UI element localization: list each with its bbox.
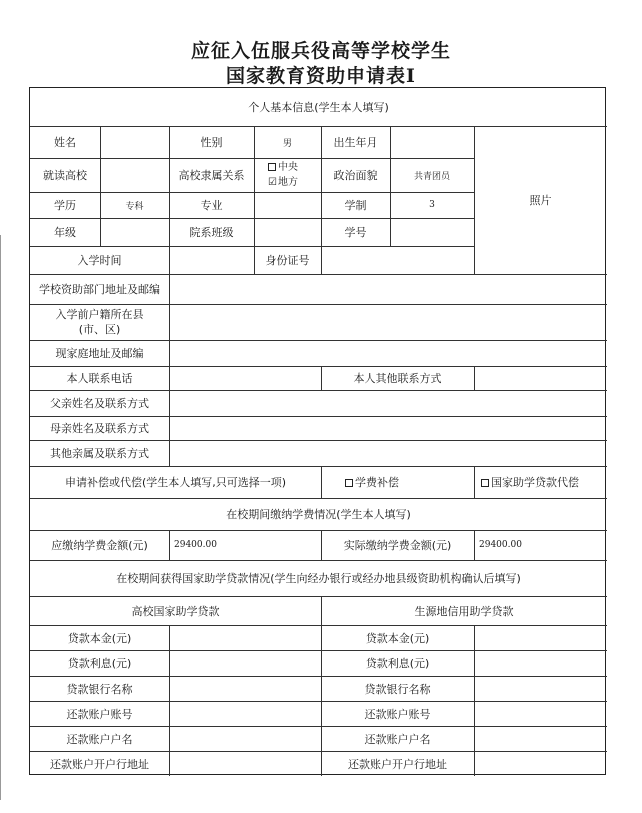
other-contact-field[interactable] xyxy=(474,366,607,390)
label-department-class: 院系班级 xyxy=(189,226,234,239)
label-repay-bank-address-origin: 还款账户开户行地址 xyxy=(348,757,447,771)
enroll-time-field[interactable] xyxy=(169,246,254,274)
label-political: 政治面貌 xyxy=(333,169,378,182)
option-loan-repayment[interactable]: 国家助学贷款代偿 xyxy=(474,466,607,498)
label-interest-origin: 贷款利息(元) xyxy=(365,657,430,670)
political-value[interactable]: 共青团员 xyxy=(413,171,450,182)
rule xyxy=(474,625,475,776)
affiliation-options xyxy=(268,160,321,192)
label-father: 父亲姓名及联系方式 xyxy=(50,397,149,410)
label-principal-origin: 贷款本金(元) xyxy=(365,631,430,645)
education-value[interactable]: 专科 xyxy=(125,201,144,212)
birth-field[interactable] xyxy=(390,126,474,158)
student-id-field[interactable] xyxy=(390,218,474,246)
label-apply-type: 申请补偿或代偿(学生本人填写,只可选择一项) xyxy=(64,476,287,489)
id-number-field[interactable] xyxy=(321,246,474,274)
label-name: 姓名 xyxy=(54,136,76,149)
gender-value[interactable]: 男 xyxy=(282,138,292,149)
label-repay-account-origin: 还款账户账号 xyxy=(364,707,431,721)
label-tuition-paid: 实际缴纳学费金额(元) xyxy=(343,539,452,552)
label-other-contact: 本人其他联系方式 xyxy=(353,372,442,385)
grade-field[interactable] xyxy=(100,218,169,246)
label-home-address: 现家庭地址及邮编 xyxy=(55,347,144,360)
relatives-field[interactable] xyxy=(169,440,607,466)
application-form-table xyxy=(29,87,606,775)
major-field[interactable] xyxy=(254,192,321,218)
label-birth: 出生年月 xyxy=(333,136,378,149)
label-repay-account-school: 还款账户账号 xyxy=(66,707,133,721)
school-address-field[interactable] xyxy=(169,274,607,304)
section-basic-info: 个人基本信息(学生本人填写) xyxy=(248,101,389,114)
department-class-field[interactable] xyxy=(254,218,321,246)
label-bank-name-school: 贷款银行名称 xyxy=(66,682,133,696)
label-bank-name-origin: 贷款银行名称 xyxy=(364,682,431,696)
checkbox-unchecked-icon[interactable] xyxy=(268,163,276,171)
section-loan: 在校期间获得国家助学贷款情况(学生向经办银行或经办地县级资助机构确认后填写) xyxy=(116,572,521,585)
label-mother: 母亲姓名及联系方式 xyxy=(50,422,149,435)
form-title-line2: 国家教育资助申请表Ⅰ xyxy=(226,65,416,87)
label-major: 专业 xyxy=(200,199,223,212)
label-grade: 年级 xyxy=(54,226,76,239)
father-field[interactable] xyxy=(169,390,607,416)
subsection-origin-loan: 生源地信用助学贷款 xyxy=(414,604,514,618)
label-repay-holder-origin: 还款账户户名 xyxy=(364,732,431,746)
label-school: 就读高校 xyxy=(43,169,87,182)
label-interest-school: 贷款利息(元) xyxy=(67,657,132,670)
phone-field[interactable] xyxy=(169,366,321,390)
label-affiliation: 高校隶属关系 xyxy=(178,169,245,182)
checkbox-unchecked-icon[interactable] xyxy=(345,479,353,487)
home-address-field[interactable] xyxy=(169,340,607,366)
label-school-address: 学校资助部门地址及邮编 xyxy=(39,283,160,296)
page-edge-line xyxy=(0,235,1,800)
label-principal-school: 贷款本金(元) xyxy=(67,631,132,645)
tuition-paid-value[interactable]: 29400.00 xyxy=(479,540,522,550)
label-education: 学历 xyxy=(54,199,76,212)
duration-value[interactable]: 3 xyxy=(429,200,435,210)
label-relatives: 其他亲属及联系方式 xyxy=(50,447,149,460)
affiliation-option-central[interactable]: 中央 xyxy=(268,160,321,175)
label-hukou: 入学前户籍所在县 (市、区) xyxy=(55,308,144,336)
hukou-field[interactable] xyxy=(169,304,607,340)
label-duration: 学制 xyxy=(344,199,367,212)
name-field[interactable] xyxy=(100,126,169,158)
mother-field[interactable] xyxy=(169,416,607,440)
form-title-line1: 应征入伍服兵役高等学校学生 xyxy=(190,40,451,62)
rule xyxy=(169,625,170,776)
subsection-school-loan: 高校国家助学贷款 xyxy=(131,604,220,618)
label-repay-holder-school: 还款账户户名 xyxy=(66,732,133,746)
section-tuition: 在校期间缴纳学费情况(学生本人填写) xyxy=(226,508,411,521)
label-tuition-due: 应缴纳学费金额(元) xyxy=(51,539,148,552)
checkbox-unchecked-icon[interactable] xyxy=(481,479,489,487)
label-phone: 本人联系电话 xyxy=(66,372,133,385)
label-enroll-time: 入学时间 xyxy=(77,254,122,267)
label-repay-bank-address-school: 还款账户开户行地址 xyxy=(50,757,149,771)
option-tuition-compensation[interactable]: 学费补偿 xyxy=(321,466,474,498)
school-field[interactable] xyxy=(100,158,169,192)
label-gender: 性别 xyxy=(200,136,223,149)
label-id-number: 身份证号 xyxy=(265,254,310,267)
photo-placeholder[interactable]: 照片 xyxy=(529,194,552,207)
checkbox-checked-icon[interactable]: ☑ xyxy=(268,177,277,188)
affiliation-option-local[interactable]: ☑地方 xyxy=(268,177,298,188)
label-student-id: 学号 xyxy=(344,226,367,239)
tuition-due-value[interactable]: 29400.00 xyxy=(174,540,217,550)
